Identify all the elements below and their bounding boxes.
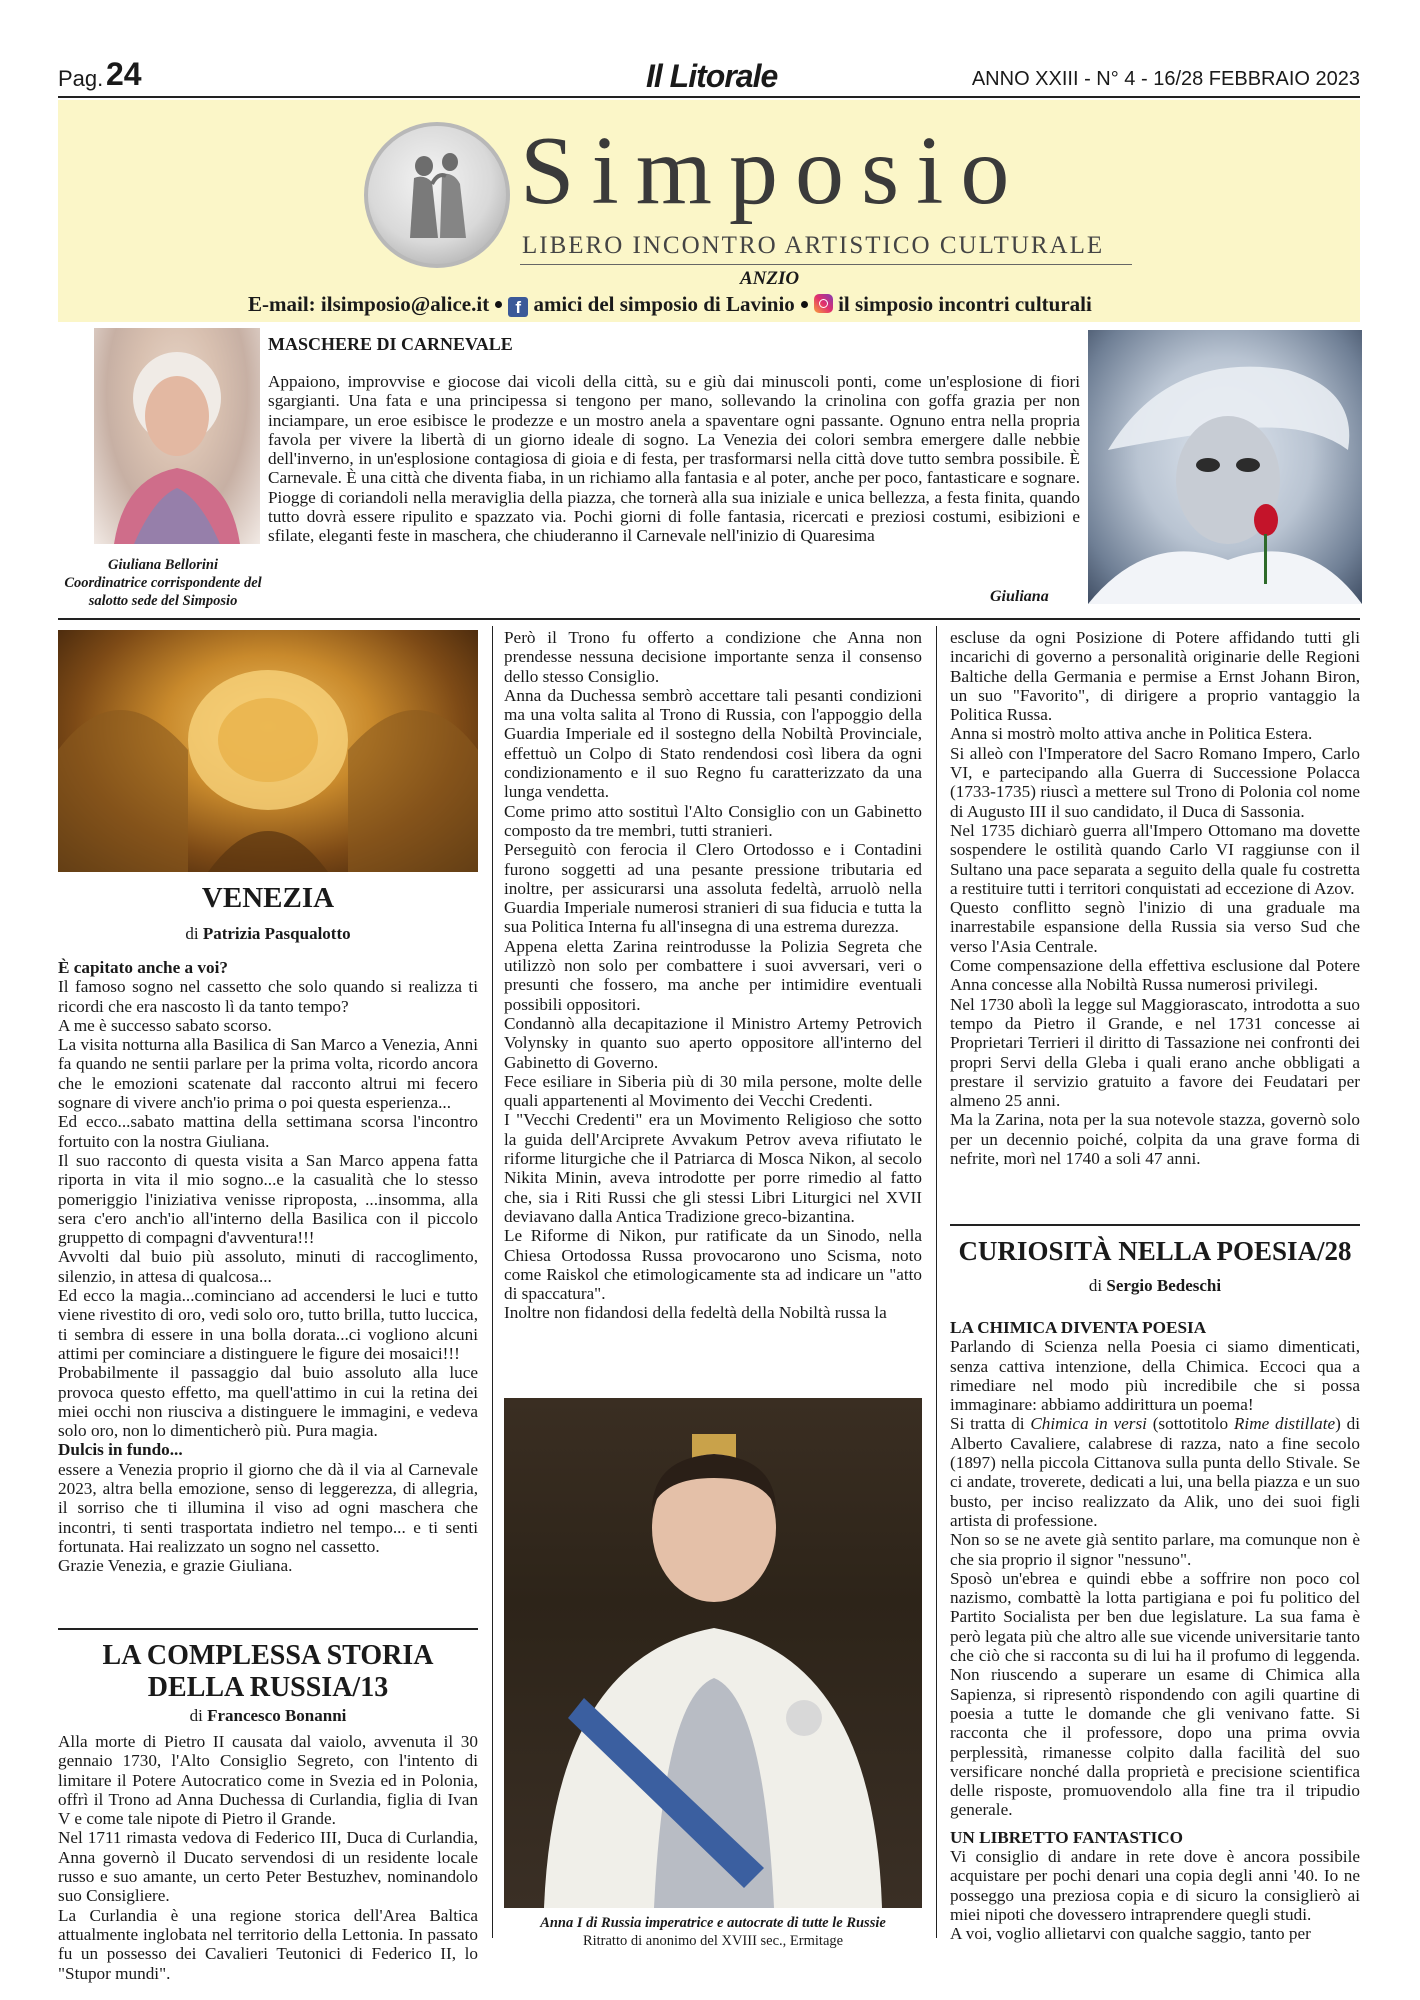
curiosita-byline xyxy=(950,1276,1360,1296)
byline-prefix: di xyxy=(189,1706,203,1725)
email-contact[interactable]: E-mail: ilsimposio@alice.it xyxy=(248,292,490,316)
column-divider xyxy=(492,626,493,1938)
maschere-text: Appaiono, improvvise e giocose dai vicoli della città, su e giù dai minuscoli ponti, come un'esplosione di fiori sgargianti. Una fata e una principessa si tengono per mano, sollevando la crinolina con goffa grazia per non inciampare, un eroe esibisce le prodezze e un mostro anela a spaventare ogni passante. Ognuno entra nella propria favola per vivere la libertà di un giorno ideale di sogno. La Venezia dei colori sembra emergere dalle nebbie dell'inverno, in un'esplosione contagiosa di gioia e di festa, per trasformarsi nella città dove tutto sembra possibile. È Carnevale. È una città che diventa fiaba, in un richiamo alla fantasia e al poter, anche per poco, fantasticare e sognare. Piogge di coriandoli nella meraviglia della piazza, che tornerà alla sua iniziale e unica bellezza, a festa finita, quando tutto dovrà essere ripulito e spazzato via. Pochi giorni di folle fantasia, ricercati e preziosi costumi, esibizioni e sfilate, eleganti feste in maschera, che chiuderanno il Carnevale nell'inizio di Quaresima xyxy=(268,372,1080,546)
portrait-caption xyxy=(58,556,268,610)
paragraph: Inoltre non fidandosi della fedeltà della Nobiltà russa la xyxy=(504,1303,887,1323)
masthead-subtitle: LIBERO INCONTRO ARTISTICO CULTURALE xyxy=(522,232,1105,259)
dancing-figures-icon xyxy=(368,126,506,264)
venezia-byline xyxy=(58,924,478,944)
section-divider xyxy=(58,618,1360,620)
paragraph: Non so se ne avete già sentito parlare, ma comunque non è che sia proprio il signor "nessuno". xyxy=(950,1530,1360,1569)
giuliana-portrait-photo xyxy=(94,328,260,544)
section-divider xyxy=(58,1628,478,1630)
paragraph: Si alleò con l'Imperatore del Sacro Romano Impero, Carlo VI, e partecipando alla Guerra di Successione Polacca (1733-1735) riuscì a mettere sul Trono di Polonia col nome di Augusto III il suo candidato, il Duca di Sassonia. xyxy=(950,743,1360,821)
page-label: Pag. xyxy=(58,66,104,91)
facebook-icon: f xyxy=(508,297,528,317)
text-run: ) di Alberto Cavaliere, calabrese di razza, nato a fine secolo (1897) nella piccola Cittanova sulla punta dello Stivale. Se ci andate, troverete, dedicati a lui, una bella piazza e un suo busto, per inciso realizzato da Alik, uno dei suoi figli artista di professione. xyxy=(950,1414,1361,1530)
paragraph: escluse da ogni Posizione di Potere affidando tutti gli incarichi di governo a personalità originarie delle Regioni Baltiche della Germania e permise a Ernst Johann Biron, un suo "Favorito", di dirigere a proprio vantaggio la Politica Russa. xyxy=(950,628,1360,725)
paragraph: Fece esiliare in Siberia più di 30 mila persone, molte delle quali appartenenti al Movimento dei Vecchi Credenti. xyxy=(504,1071,922,1111)
paragraph: Ed ecco la magia...cominciano ad accendersi le luci e tutto viene rivestito di oro, vedi solo oro, tutto brilla, tutto luccica, ti sembra di essere in una bolla dorata...ci vogliono alcuni attimi per cominciare a distinguere le figure dei mosaici!!! xyxy=(58,1286,478,1363)
paragraph: Vi consiglio di andare in rete dove è ancora possibile acquistare per pochi denari una copia degli anni '40. Io ne posseggo una preziosa copia e di sicuro la consiglierò ai miei nipoti che dovessero intraprendere quegli studi. xyxy=(950,1847,1360,1924)
russia-author: Francesco Bonanni xyxy=(207,1706,347,1725)
instagram-page[interactable]: il simposio incontri culturali xyxy=(838,292,1092,316)
paragraph: A me è successo sabato scorso. xyxy=(58,1015,272,1035)
portrait-caption-name: Giuliana Bellorini xyxy=(108,557,218,573)
russia-article-col1 xyxy=(58,1732,478,1983)
paragraph: Probabilmente il passaggio dal buio assoluto alla luce provoca questo effetto, ma quell'attimo in cui la retina dei miei occhi non riusciva a distinguere le immagini, e vedeva solo oro, non lo dimenticherò più. Pura magia. xyxy=(58,1363,478,1441)
curiosita-title: CURIOSITÀ NELLA POESIA/28 xyxy=(958,1236,1352,1266)
paragraph: Il suo racconto di questa visita a San Marco appena fatta riporta in vita il mio sogno...e la casualità che lo stesso pomeriggio l'iniziativa venisse riproposta, ...insomma, alla sera c'ero anch'io all'interno della Basilica con il piccolo gruppetto di compagni d'avventura!!! xyxy=(58,1150,478,1248)
page-header-bar xyxy=(58,58,1360,98)
russia-article-col3 xyxy=(950,628,1360,1168)
anna-of-russia-portrait xyxy=(504,1398,922,1908)
book-subtitle: Rime distillate xyxy=(1233,1414,1336,1434)
anna-portrait-caption xyxy=(504,1914,922,1950)
contact-line xyxy=(248,292,1092,317)
paragraph: Alla morte di Pietro II causata dal vaiolo, avvenuta il 30 gennaio 1730, l'Alto Consiglio Segreto, con l'intento di limitare il Potere Autocratico come in Svezia ed in Polonia, offrì il Trono ad Anna Duchessa di Curlandia, figlia di Ivan V e come tale nipote di Pietro il Grande. xyxy=(58,1732,478,1829)
paragraph: Sposò un'ebrea e quindi ebbe a soffrire non poco col nazismo, combattè la lotta partigiana e poi fu politico del Partito Socialista per ben due legislature. La sua fama è però legata più che altro alle sue vicende universitarie tanto che ciò che si racconta su di lui ha il profumo di leggenda. Non riuscendo a superare un esame di Chimica alla Sapienza, si ripresentò rispondendo con agili quartine di poesia a tutte le domande che gli venivano fatte. Si racconta che il professore, dopo una prima ovvia perplessità, rimanesse colpito dalla facilità del suo versificare nonché dalla proprietà e precisione scientifica delle risposte, promuovendolo alla fine tra il tripudio generale. xyxy=(950,1568,1360,1820)
caption-sub: Ritratto di anonimo del XVIII sec., Ermitage xyxy=(582,1933,844,1949)
bullet-icon xyxy=(801,301,808,308)
byline-prefix: di xyxy=(185,924,199,943)
paragraph: Le Riforme di Nikon, pur ratificate da un Sinodo, nella Chiesa Ortodossa Russa provocarono uno Scisma, noto come Raiskol che etimologicamente sta ad indicare un "atto di spaccatura". xyxy=(504,1226,922,1304)
paragraph: Il famoso sogno nel cassetto che solo quando si realizza ti ricordi che era nascosto lì da tanto tempo? xyxy=(58,977,478,1016)
russia-byline xyxy=(58,1706,478,1726)
paragraph: Perseguitò con ferocia il Clero Ortodosso e i Contadini furono soggetti ad una pesante pressione tributaria ed inoltre, per assicurarsi una assoluta fedeltà, arruolò nella Guardia Imperiale numerosi stranieri di sua fiducia e tutta la sua Politica Interna fu all'insegna di una estrema durezza. xyxy=(504,840,922,937)
paragraph: Grazie Venezia, e grazie Giuliana. xyxy=(58,1556,293,1576)
maschere-title: MASCHERE DI CARNEVALE xyxy=(268,334,513,354)
basilica-san-marco-photo xyxy=(58,630,478,872)
paragraph: Come compensazione della effettiva esclusione dal Potere Anna concesse alla Nobiltà Russa numerosi privilegi. xyxy=(950,956,1360,995)
page-number: 24 xyxy=(106,56,142,92)
paragraph: Parlando di Scienza nella Poesia ci siamo dimenticati, senza cattiva intenzione, della Chimica. Eccoci qua a rimediare nel modo più incredibile che si possa immaginare: abbiamo addirittura un poema! xyxy=(950,1337,1360,1415)
section-heading: UN LIBRETTO FANTASTICO xyxy=(950,1827,1184,1847)
column-divider xyxy=(936,626,937,1938)
paragraph: Nel 1730 abolì la legge sul Maggiorascato, introdotta a suo tempo da Pietro il Grande, e nel 1731 concesse ai Proprietari Terrieri il diritto di Tassazione nei confronti dei propri Servi della Gleba i quali erano anche obbligati a prestare il servizio gratuito a favore dei Feudatari per almeno 25 anni. xyxy=(950,994,1360,1111)
curiosita-author: Sergio Bedeschi xyxy=(1106,1276,1222,1295)
paragraph: Anna da Duchessa sembrò accettare tali pesanti condizioni ma una volta salita al Trono di Russia, con l'appoggio della Guardia Imperiale ed il sostegno della Nobiltà Provinciale, effettuò un Colpo di Stato rendendosi così libera da ogni condizionamento e il suo Regno fu caratterizzato da una lunga vendetta. xyxy=(504,685,922,802)
paragraph xyxy=(950,1414,1360,1530)
venezia-title: VENEZIA xyxy=(201,882,335,914)
section-heading: LA CHIMICA DIVENTA POESIA xyxy=(950,1318,1207,1337)
paragraph: Condannò alla decapitazione il Ministro Artemy Petrovich Volynsky in quanto suo aperto oppositore all'interno del Gabinetto di Governo. xyxy=(504,1013,922,1072)
venezia-article xyxy=(58,958,478,1576)
simposio-masthead xyxy=(58,100,1360,322)
paragraph: Ma la Zarina, nota per la sua notevole stazza, governò solo per un decennio poiché, colpita da una grave forma di nefrite, morì nel 1740 a soli 47 anni. xyxy=(950,1110,1360,1169)
paragraph: A voi, voglio allietarvi con qualche saggio, tanto per xyxy=(950,1924,1311,1944)
bullet-icon xyxy=(495,301,502,308)
book-title: Chimica in versi xyxy=(1030,1414,1147,1434)
paragraph: Però il Trono fu offerto a condizione che Anna non prendesse nessuna decisione importante senza il consenso dello stesso Consiglio. xyxy=(504,628,922,686)
paragraph: Anna si mostrò molto attiva anche in Politica Estera. xyxy=(950,724,1313,744)
curiosita-article xyxy=(950,1318,1360,1944)
text-run: Si tratta di xyxy=(950,1414,1025,1434)
paragraph: Come primo atto sostituì l'Alto Consiglio con un Gabinetto composto da tre membri, tutti stranieri. xyxy=(504,801,922,840)
masthead-title: Simposio xyxy=(520,117,1027,225)
logo-medallion xyxy=(364,122,510,268)
maschere-signature: Giuliana xyxy=(990,588,1049,605)
masthead-divider xyxy=(520,264,1132,265)
caption-title: Anna I di Russia imperatrice e autocrate di tutte le Russie xyxy=(540,1915,886,1931)
paragraph: Nel 1711 rimasta vedova di Federico III, Duca di Curlandia, Anna governò il Ducato servendosi di un residente locale russo e suo amante, un certo Peter Bestuzhev, nominandolo suo Consigliere. xyxy=(58,1828,478,1906)
newspaper-name: Il Litorale xyxy=(646,58,778,94)
paragraph: La Curlandia è una regione storica dell'Area Baltica attualmente inglobata nel territorio della Lettonia. In passato fu un possesso dei Cavalieri Teutonici di Federico II, lo "Stupor mundi". xyxy=(58,1905,478,1983)
venezia-lead-2: Dulcis in fundo... xyxy=(58,1440,183,1460)
paragraph: essere a Venezia proprio il giorno che dà il via al Carnevale 2023, altra bella emozione, senso di leggerezza, di allegria, il sorriso che ti illumina il viso ad ogni maschera che incontri, ti senti trasportata indietro nel tempo... e ti senti fortunata. Hai realizzato un sogno nel cassetto. xyxy=(58,1459,478,1556)
paragraph: Nel 1735 dichiarò guerra all'Impero Ottomano ma dovette sospendere le ostilità quando Carlo VI raggiunse con il Sultano una pace separata a seguito della quale fu costretta a restituire tutti i territori conquistati ad eccezione di Azov. xyxy=(950,820,1360,898)
instagram-icon xyxy=(814,294,833,313)
paragraph: Appena eletta Zarina reintrodusse la Polizia Segreta che utilizzò non solo per combattere i suoi avversari, veri o presunti che fossero, ma anche per intimidire eventuali possibili oppositori. xyxy=(504,936,922,1014)
venezia-author: Patrizia Pasqualotto xyxy=(202,924,351,943)
masthead-location: ANZIO xyxy=(740,268,800,289)
byline-prefix: di xyxy=(1088,1276,1103,1295)
portrait-caption-role: Coordinatrice corrispondente del salotto sede del Simposio xyxy=(64,575,262,609)
issue-info: ANNO XXIII - N° 4 - 16/28 FEBBRAIO 2023 xyxy=(971,68,1360,90)
paragraph: Questo conflitto segnò l'inizio di una graduale ma inarrestabile espansione della Russia sia verso Sud che verso l'Asia Centrale. xyxy=(950,898,1360,956)
russia-title: LA COMPLESSA STORIA DELLA RUSSIA/13 xyxy=(102,1640,434,1703)
paragraph: Avvolti dal buio più assoluto, minuti di raccoglimento, silenzio, in attesa di qualcosa... xyxy=(58,1247,478,1286)
section-divider xyxy=(950,1224,1360,1226)
text-run: (sottotitolo xyxy=(1152,1414,1229,1434)
carnival-mask-photo xyxy=(1088,330,1362,604)
paragraph: I "Vecchi Credenti" era un Movimento Religioso che sotto la guida dell'Arciprete Avvakum Petrov aveva rifiutato le riforme liturgiche che il Patriarca di Mosca Nikon, al secolo Nikita Minin, aveva introdotte per porre rimedio al fatto che, sia i Riti Russi che gli stessi Libri Liturgici nel XVII deviavano dalla Antica Tradizione greco-bizantina. xyxy=(504,1110,922,1226)
facebook-page[interactable]: amici del simposio di Lavinio xyxy=(533,292,795,316)
paragraph: La visita notturna alla Basilica di San Marco a Venezia, Anni fa quando ne sentii parlare per la prima volta, ricordo ancora che le emozioni scatenate dal racconto altrui mi fecero sognare di vivere anch'io prima o poi questa esperienza... xyxy=(58,1035,478,1113)
russia-article-col2 xyxy=(504,628,922,1323)
paragraph: Ed ecco...sabato mattina della settimana scorsa l'incontro fortuito con la nostra Giuliana. xyxy=(58,1112,478,1151)
venezia-lead: È capitato anche a voi? xyxy=(58,958,228,977)
